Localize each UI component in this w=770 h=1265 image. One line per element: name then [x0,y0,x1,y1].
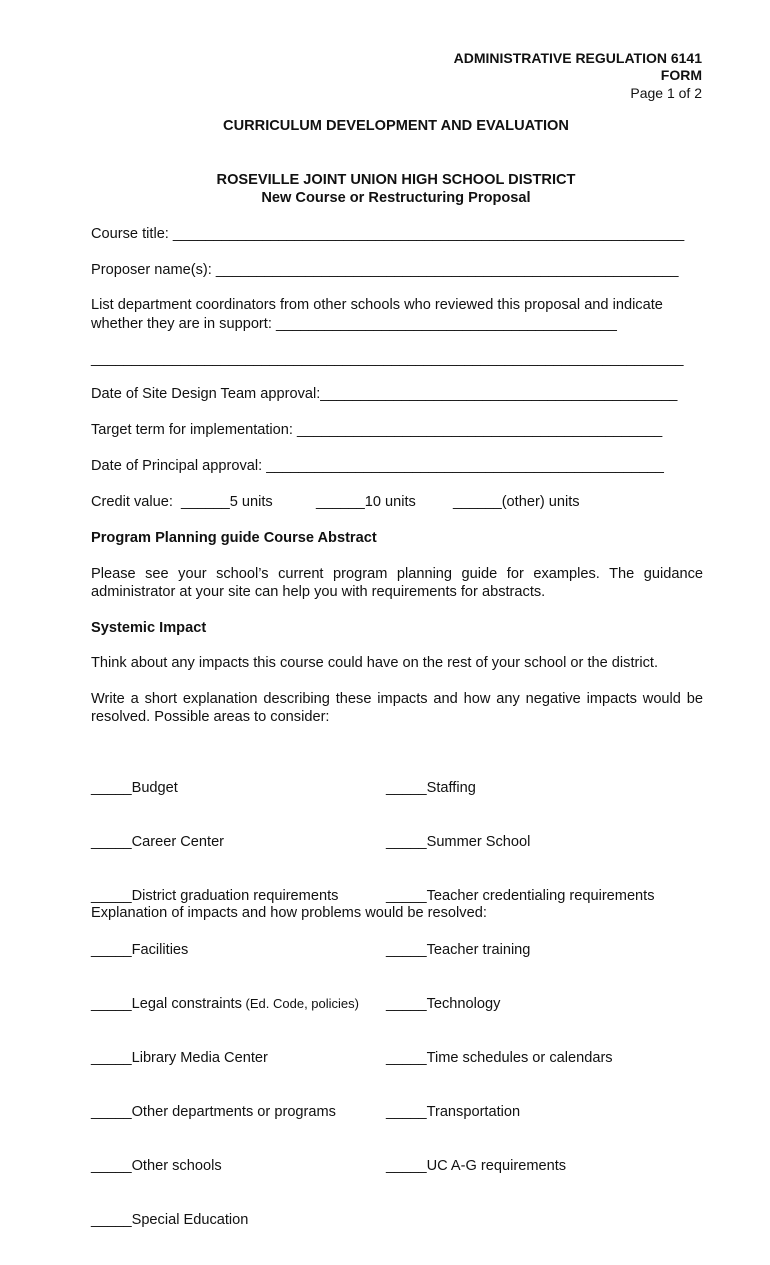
principal-approval-field[interactable]: Date of Principal approval: _________________________________________________ [91,458,664,474]
area-teacher-credentialing[interactable]: _____Teacher credentialing requirements [386,888,655,904]
area-technology[interactable]: _____Technology [386,996,501,1012]
area-teacher-training[interactable]: _____Teacher training [386,942,531,958]
area-staffing[interactable]: _____Staffing [386,780,476,796]
area-special-education[interactable]: _____Special Education [91,1212,249,1228]
impact-heading: Systemic Impact [91,620,207,636]
area-transportation[interactable]: _____Transportation [386,1104,521,1120]
district-name: ROSEVILLE JOINT UNION HIGH SCHOOL DISTRICT [216,172,576,188]
legal-constraints-label: _____Legal constraints [91,996,242,1012]
area-legal-constraints[interactable] [91,995,359,1013]
area-other-schools[interactable]: _____Other schools [91,1158,222,1174]
area-budget[interactable]: _____Budget [91,780,178,796]
course-title-field[interactable]: Course title: _______________________________________________________________ [91,226,685,242]
area-other-departments[interactable]: _____Other departments or programs [91,1104,336,1120]
credit-10-units[interactable]: ______10 units [316,494,416,510]
regulation-number: ADMINISTRATIVE REGULATION 6141 [453,50,702,66]
abstract-text: Please see your school’s current program planning guide for examples. The guidance administrator at your site can help you with requirements for abstracts. [91,566,703,600]
proposer-field[interactable]: Proposer name(s): _________________________________________________________ [91,262,679,278]
page-number: Page 1 of 2 [630,85,702,101]
area-facilities[interactable]: _____Facilities [91,942,189,958]
area-library-media-center[interactable]: _____Library Media Center [91,1050,268,1066]
credit-5-units[interactable]: Credit value: ______5 units [91,494,273,510]
site-design-approval-field[interactable]: Date of Site Design Team approval:____________________________________________ [91,386,678,402]
impact-areas-left [91,743,359,1265]
abstract-heading: Program Planning guide Course Abstract [91,530,377,546]
impact-intro: Think about any impacts this course could have on the rest of your school or the district. [91,655,659,671]
coordinators-field[interactable]: whether they are in support: __________________________________________ [91,316,617,332]
proposal-subtitle: New Course or Restructuring Proposal [261,190,531,206]
credit-other-units[interactable]: ______(other) units [453,494,580,510]
area-career-center[interactable]: _____Career Center [91,834,225,850]
area-graduation-requirements[interactable]: _____District graduation requirements [91,888,339,904]
coordinators-prompt: List department coordinators from other schools who reviewed this proposal and indicate [91,297,663,313]
explanation-prompt: Explanation of impacts and how problems would be resolved: [91,905,487,921]
coordinators-field-continued[interactable]: _________________________________________________________________________ [91,351,684,367]
target-term-field[interactable]: Target term for implementation: _____________________________________________ [91,422,663,438]
impact-instructions: Write a short explanation describing these impacts and how any negative impacts would be resolved. Possible areas to consider: [91,691,703,725]
area-time-schedules[interactable]: _____Time schedules or calendars [386,1050,613,1066]
form-label: FORM [660,67,702,83]
impact-areas-right [386,743,655,1211]
document-title: CURRICULUM DEVELOPMENT AND EVALUATION [223,118,569,134]
area-summer-school[interactable]: _____Summer School [386,834,531,850]
area-uc-ag-requirements[interactable]: _____UC A-G requirements [386,1158,567,1174]
legal-constraints-note: (Ed. Code, policies) [241,996,359,1011]
